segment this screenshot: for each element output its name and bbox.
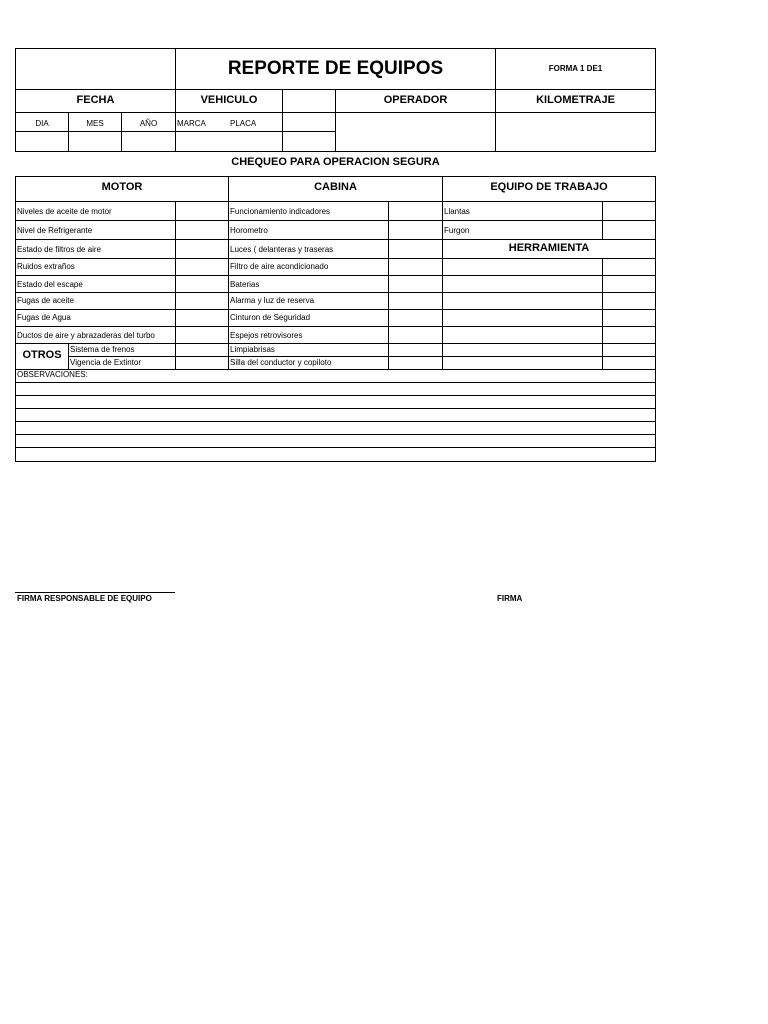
border-line: [655, 176, 656, 370]
cabina-check-cell[interactable]: [389, 357, 442, 369]
border-line: [15, 220, 656, 221]
vehiculo-field[interactable]: [283, 90, 335, 112]
marca-placa-field[interactable]: [176, 132, 282, 151]
motor-check-cell[interactable]: [176, 221, 228, 239]
herramienta-title: HERRAMIENTA: [508, 242, 590, 254]
cabina-check-cell[interactable]: [389, 310, 442, 326]
cabina-item: Espejos retrovisores: [230, 331, 303, 340]
equipo-check-cell[interactable]: [603, 202, 655, 220]
cabina-item: Filtro de aire acondicionado: [230, 262, 329, 271]
border-line: [68, 343, 69, 370]
motor-check-cell[interactable]: [176, 202, 228, 220]
motor-check-cell[interactable]: [176, 310, 228, 326]
cabina-check-cell[interactable]: [389, 240, 442, 258]
otros-check-cell[interactable]: [176, 357, 228, 369]
motor-item: Estado de filtros de aire: [17, 245, 102, 254]
signature-line: [15, 592, 175, 593]
border-line: [15, 176, 656, 177]
otros-item: Sistema de frenos: [70, 345, 135, 354]
checklist-title: CHEQUEO PARA OPERACION SEGURA: [231, 156, 440, 168]
vehiculo-label: VEHICULO: [200, 94, 258, 106]
border-line: [15, 369, 656, 370]
mes-field[interactable]: [69, 132, 121, 151]
logo-field[interactable]: [16, 49, 175, 89]
firma-label: FIRMA: [497, 594, 523, 603]
border-line: [655, 369, 656, 462]
vehicle-extra-field[interactable]: [283, 132, 335, 151]
cabina-item: Cinturon de Seguridad: [230, 313, 311, 322]
observaciones-label: OBSERVACIONES:: [17, 370, 88, 379]
firma-signature-field[interactable]: [495, 575, 655, 592]
motor-check-cell[interactable]: [176, 327, 228, 343]
otros-item: Vigencia de Extintor: [70, 358, 142, 367]
herramienta-entry[interactable]: [443, 276, 602, 292]
cabina-item: Alarma y luz de reserva: [230, 296, 315, 305]
herramienta-entry[interactable]: [443, 327, 602, 343]
form-number: FORMA 1 DE1: [548, 64, 603, 73]
report-title: REPORTE DE EQUIPOS: [227, 58, 444, 79]
border-line: [15, 201, 656, 202]
border-line: [15, 461, 656, 462]
responsable-signature-field[interactable]: [15, 575, 175, 592]
motor-item: Niveles de aceite de motor: [17, 207, 112, 216]
mes-label: MES: [86, 119, 104, 128]
equipo-check-cell[interactable]: [603, 221, 655, 239]
border-line: [228, 176, 229, 370]
dia-label: DIA: [35, 119, 49, 128]
cabina-check-cell[interactable]: [389, 259, 442, 275]
herramienta-entry[interactable]: [443, 344, 602, 356]
cabina-check-cell[interactable]: [389, 221, 442, 239]
placa-label: PLACA: [230, 119, 257, 128]
herramienta-entry[interactable]: [443, 357, 602, 369]
kilometraje-field[interactable]: [496, 113, 655, 151]
responsable-signature-label: FIRMA RESPONSABLE DE EQUIPO: [17, 594, 152, 603]
operador-label: OPERADOR: [383, 94, 448, 106]
equipo-title: EQUIPO DE TRABAJO: [490, 181, 608, 193]
dia-field[interactable]: [16, 132, 68, 151]
motor-title: MOTOR: [101, 181, 143, 193]
cabina-check-cell[interactable]: [389, 293, 442, 309]
anio-field[interactable]: [122, 132, 175, 151]
cabina-title: CABINA: [314, 181, 357, 193]
herramienta-entry[interactable]: [443, 259, 602, 275]
motor-check-cell[interactable]: [176, 276, 228, 292]
cabina-item: Silla del conductor y copiloto: [230, 358, 332, 367]
border-line: [15, 239, 656, 240]
equipo-item: Llantas: [444, 207, 470, 216]
cabina-item: Funcionamiento indicadores: [230, 207, 331, 216]
otros-label: OTROS: [22, 349, 62, 361]
anio-label: AÑO: [139, 119, 158, 128]
motor-item: Estado del escape: [17, 280, 83, 289]
motor-check-cell[interactable]: [176, 240, 228, 258]
cabina-item: Baterias: [230, 280, 260, 289]
otros-check-cell[interactable]: [176, 344, 228, 356]
cabina-check-cell[interactable]: [389, 344, 442, 356]
cabina-item: Limpiabrisas: [230, 345, 275, 354]
kilometraje-label: KILOMETRAJE: [536, 94, 615, 106]
motor-check-cell[interactable]: [176, 293, 228, 309]
fecha-label: FECHA: [76, 94, 115, 106]
marca-label: MARCA: [177, 119, 206, 128]
cabina-check-cell[interactable]: [389, 327, 442, 343]
border-line: [602, 258, 603, 370]
operador-field[interactable]: [336, 113, 495, 151]
cabina-check-cell[interactable]: [389, 276, 442, 292]
border-line: [655, 48, 656, 152]
cabina-check-cell[interactable]: [389, 202, 442, 220]
motor-check-cell[interactable]: [176, 259, 228, 275]
motor-item: Fugas de aceite: [17, 296, 74, 305]
motor-item: Nivel de Refrigerante: [17, 226, 93, 235]
herramienta-entry[interactable]: [443, 310, 602, 326]
cabina-item: Horometro: [230, 226, 268, 235]
motor-item: Ductos de aire y abrazaderas del turbo: [17, 331, 155, 340]
observaciones-field[interactable]: [16, 383, 655, 461]
motor-item: Fugas de Agua: [17, 313, 71, 322]
herramienta-entry[interactable]: [443, 293, 602, 309]
cabina-item: Luces ( delanteras y traseras: [230, 245, 334, 254]
equipo-item: Furgon: [444, 226, 470, 235]
border-line: [15, 176, 16, 370]
motor-item: Ruidos extraños: [17, 262, 75, 271]
